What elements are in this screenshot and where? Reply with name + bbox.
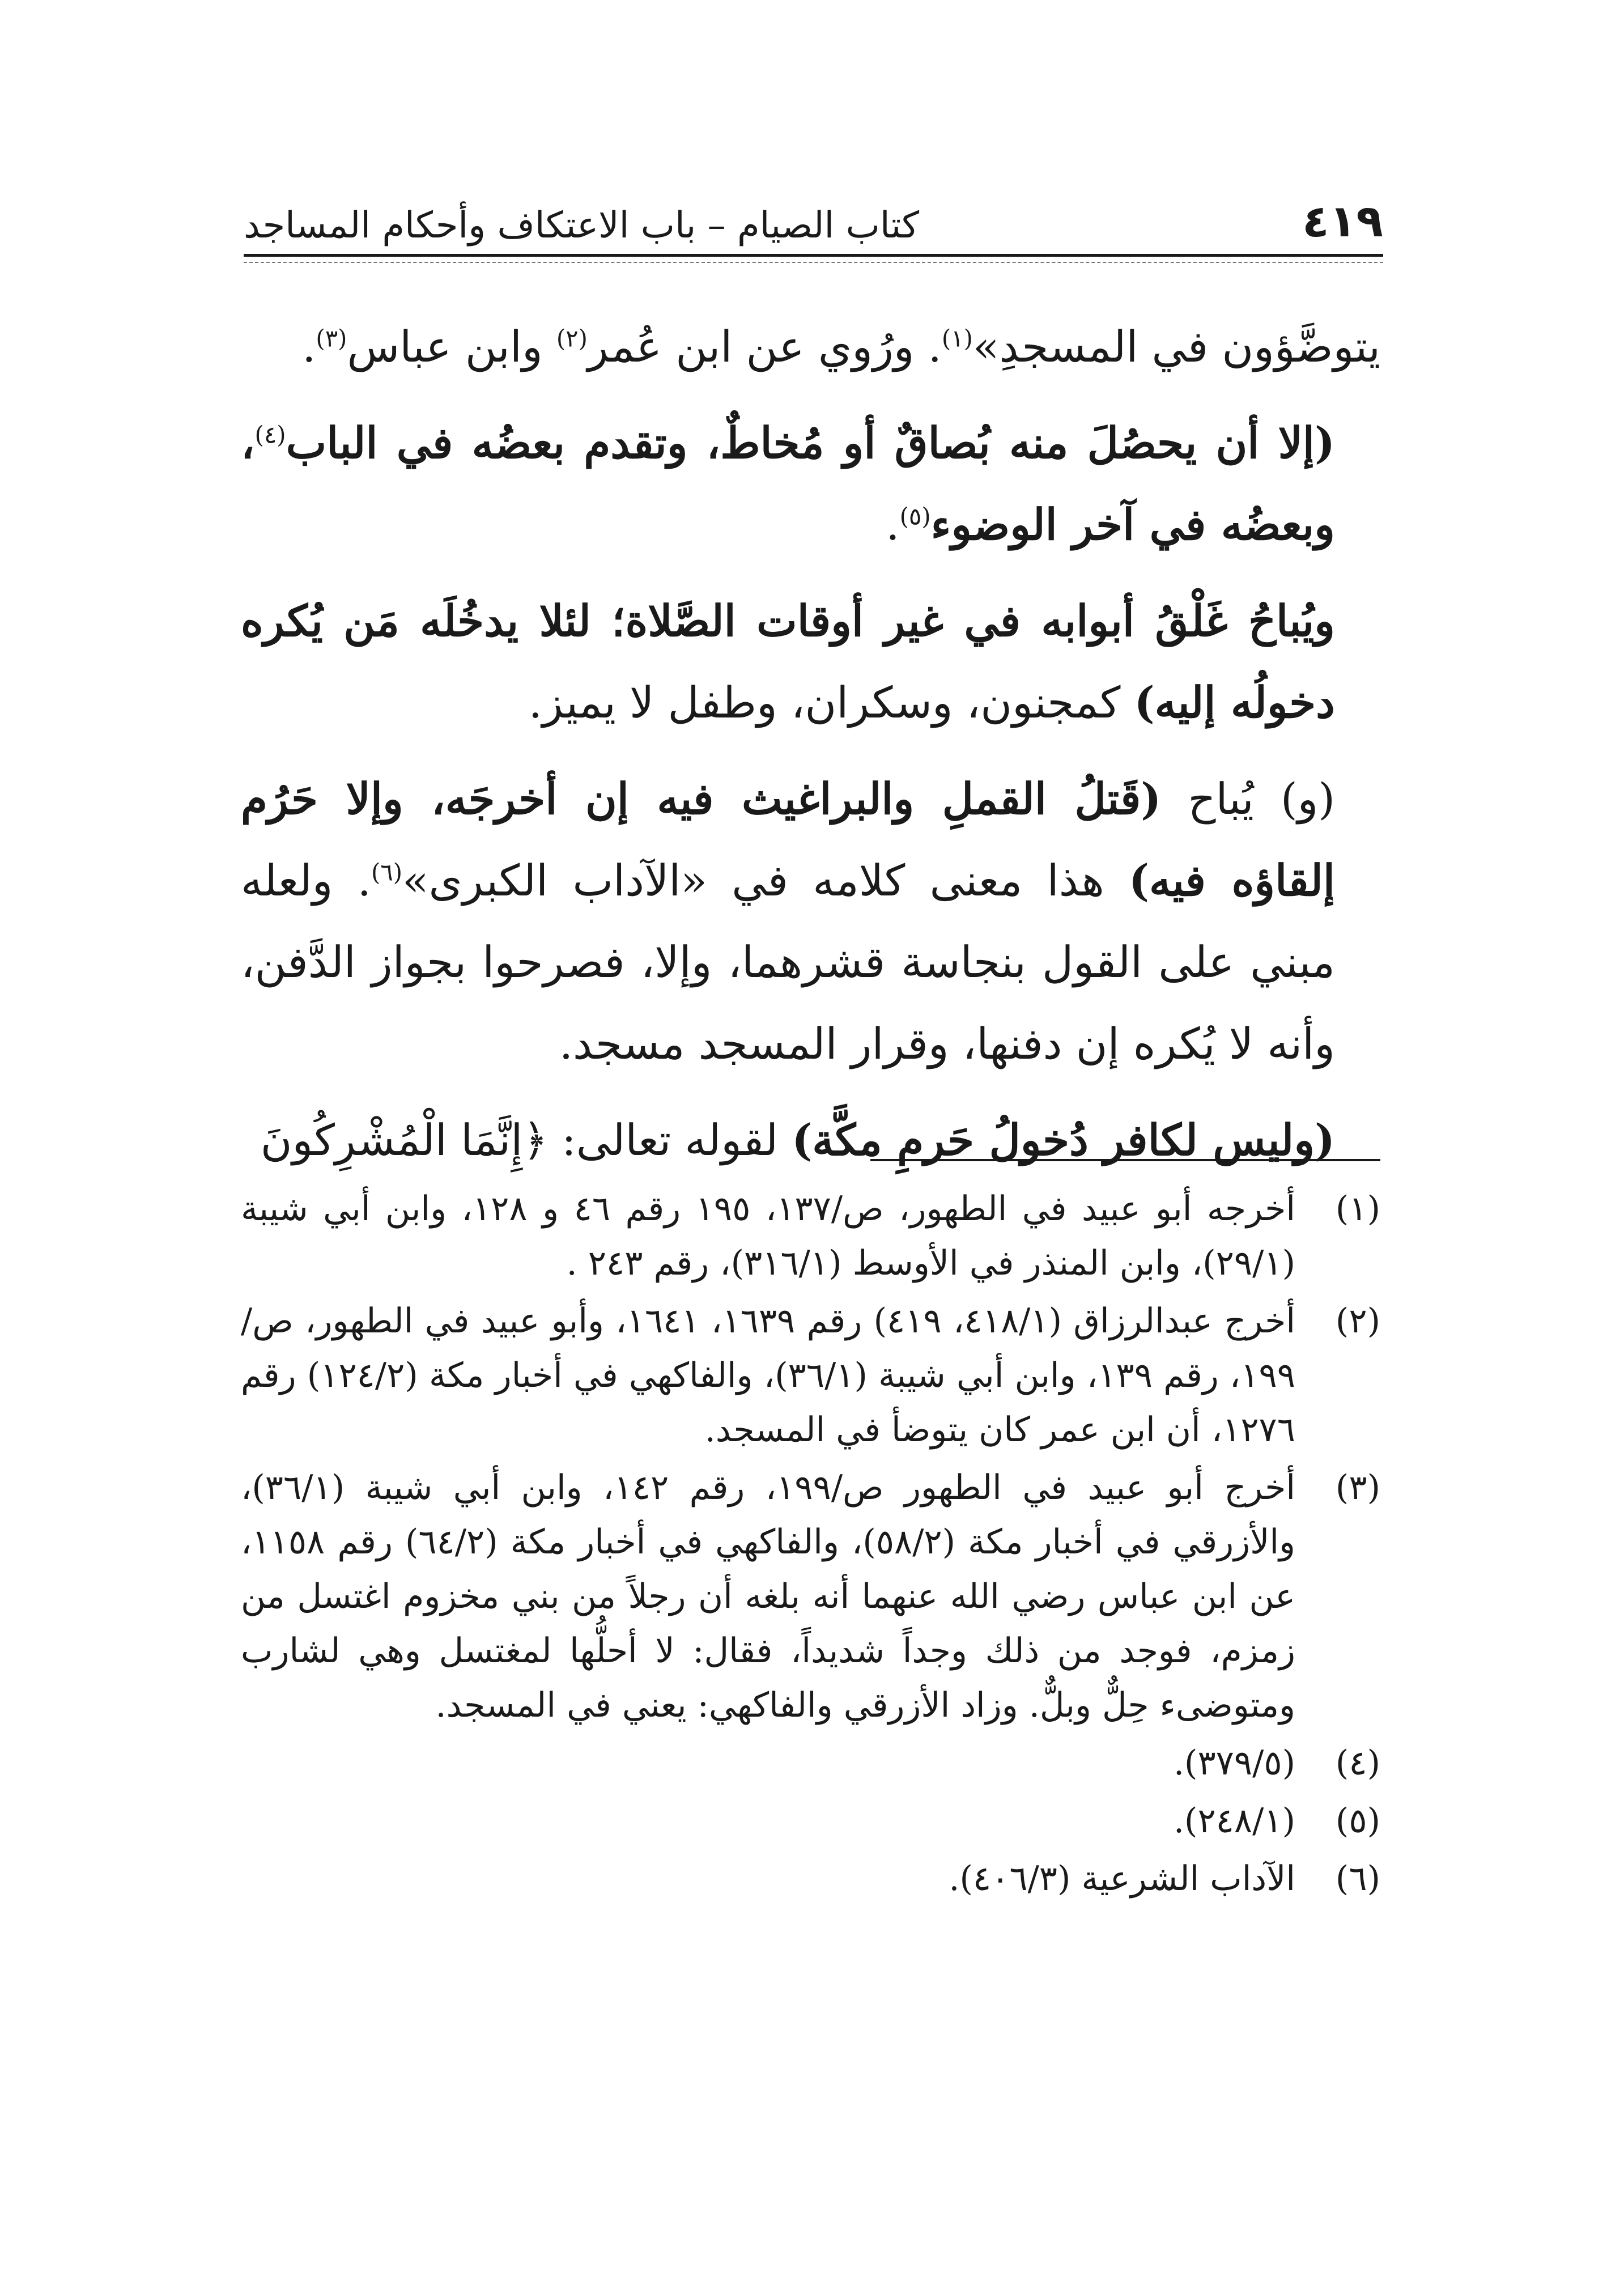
paragraph-1 xyxy=(241,306,1380,388)
header-rule-dashed xyxy=(244,262,1383,263)
footnote-number: (٥) xyxy=(1335,1801,1380,1841)
footnote-separator xyxy=(870,1159,1380,1161)
footnote-5 xyxy=(241,1794,1380,1848)
page-header xyxy=(244,187,1383,247)
footnote-3 xyxy=(241,1460,1380,1733)
matn-text: (قَتلُ القملِ والبراغيث فيه إن أخرجَه، وإلا حَرُم إلقاؤه فيه) xyxy=(241,774,1335,906)
footnote-text: أخرج أبو عبيد في الطهور ص/١٩٩، رقم ١٤٢، وابن أبي شيبة (٣٦/١)، والأزرقي في أخبار مكة (٥٨/٢)، والفاكهي في أخبار مكة (٦٤/٢) رقم ١١٥٨، عن ابن عباس رضي الله عنهما أنه بلغه أن رجلاً من بني مخزوم اغتسل من زمزم، فوجد من ذلك وجداً شديداً، فقال: لا أحلُّها لمغتسل وهي لشارب ومتوضىء حِلٌّ وبلٌّ. وزاد الأزرقي والفاكهي: يعني في المسجد. xyxy=(241,1468,1295,1725)
footnote-number: (٦) xyxy=(1335,1859,1380,1899)
text-run: . xyxy=(886,499,900,550)
footnote-text: (٣٧٩/٥). xyxy=(1173,1743,1295,1783)
matn-text: ويُباحُ غَلْقُ أبوابه في غير أوقات الصَّلاة؛ لئلا يدخُلَه مَن يُكره دخولُه إليه) xyxy=(241,596,1335,728)
text-run: يتوضَّؤون في المسجدِ» xyxy=(972,321,1380,372)
paragraph-2 xyxy=(241,402,1380,566)
footnote-text: أخرجه أبو عبيد في الطهور، ص/١٣٧، ١٩٥ رقم ٤٦ و ١٢٨، وابن أبي شيبة (٢٩/١)، وابن المنذر في الأوسط (٣١٦/١)، رقم ٢٤٣ . xyxy=(241,1189,1295,1283)
footnote-ref: (٢) xyxy=(556,324,588,353)
text-run: . ولعله مبني على القول بنجاسة قشرهما، وإلا، فصرحوا بجواز الدَّفن، وأنه لا يُكره إن دفنها، وقرار المسجد مسجد. xyxy=(241,855,1335,1069)
header-rule xyxy=(244,254,1383,257)
footnote-ref: (١) xyxy=(941,324,973,353)
text-run: . xyxy=(302,321,316,372)
paragraph-3 xyxy=(241,580,1380,744)
footnote-ref: (٤) xyxy=(254,421,286,449)
page-number: ٤١٩ xyxy=(1302,196,1383,247)
footnotes xyxy=(241,1182,1380,1909)
footnote-2 xyxy=(241,1294,1380,1457)
footnote-number: (١) xyxy=(1335,1189,1380,1229)
footnote-text: (٢٤٨/١). xyxy=(1173,1801,1295,1841)
matn-text: ، وبعضُه في آخر الوضوء xyxy=(241,418,1335,550)
footnote-number: (٤) xyxy=(1335,1743,1380,1783)
text-run: كمجنون، وسكران، وطفل لا يميز. xyxy=(528,677,1134,728)
footnote-4 xyxy=(241,1736,1380,1790)
running-title: كتاب الصيام – باب الاعتكاف وأحكام المساجد xyxy=(244,205,920,247)
footnote-number: (٢) xyxy=(1335,1301,1380,1341)
matn-text: (وليس لكافر دُخولُ حَرمِ مكَّة) xyxy=(792,1115,1335,1165)
main-text xyxy=(241,306,1380,1196)
paragraph-5 xyxy=(241,1099,1380,1181)
text-run: هذا معنى كلامه في «الآداب الكبرى» xyxy=(402,855,1129,906)
paragraph-4 xyxy=(241,758,1380,1085)
text-run: . ورُوي عن ابن عُمر xyxy=(587,321,942,372)
text-run: لقوله تعالى: ﴿إِنَّمَا الْمُشْرِكُونَ xyxy=(260,1115,792,1165)
footnote-ref: (٣) xyxy=(316,324,347,353)
footnote-ref: (٦) xyxy=(371,858,403,886)
text-run: وابن عباس xyxy=(347,321,556,372)
footnote-text: الآداب الشرعية (٤٠٦/٣). xyxy=(949,1859,1295,1899)
footnote-text: أخرج عبدالرزاق (٤١٨/١، ٤١٩) رقم ١٦٣٩، ١٦٤١، وأبو عبيد في الطهور، ص/١٩٩، رقم ١٣٩، وابن أبي شيبة (٣٦/١)، والفاكهي في أخبار مكة (١٢٤/٢) رقم ١٢٧٦، أن ابن عمر كان يتوضأ في المسجد. xyxy=(241,1301,1296,1450)
footnote-1 xyxy=(241,1182,1380,1290)
footnote-ref: (٥) xyxy=(899,502,931,530)
matn-text: (إلا أن يحصُلَ منه بُصاقٌ أو مُخاطٌ، وتقدم بعضُه في الباب xyxy=(286,418,1335,468)
footnote-6 xyxy=(241,1852,1380,1906)
footnote-number: (٣) xyxy=(1335,1468,1380,1508)
text-run: (و) يُباح xyxy=(1161,774,1335,824)
